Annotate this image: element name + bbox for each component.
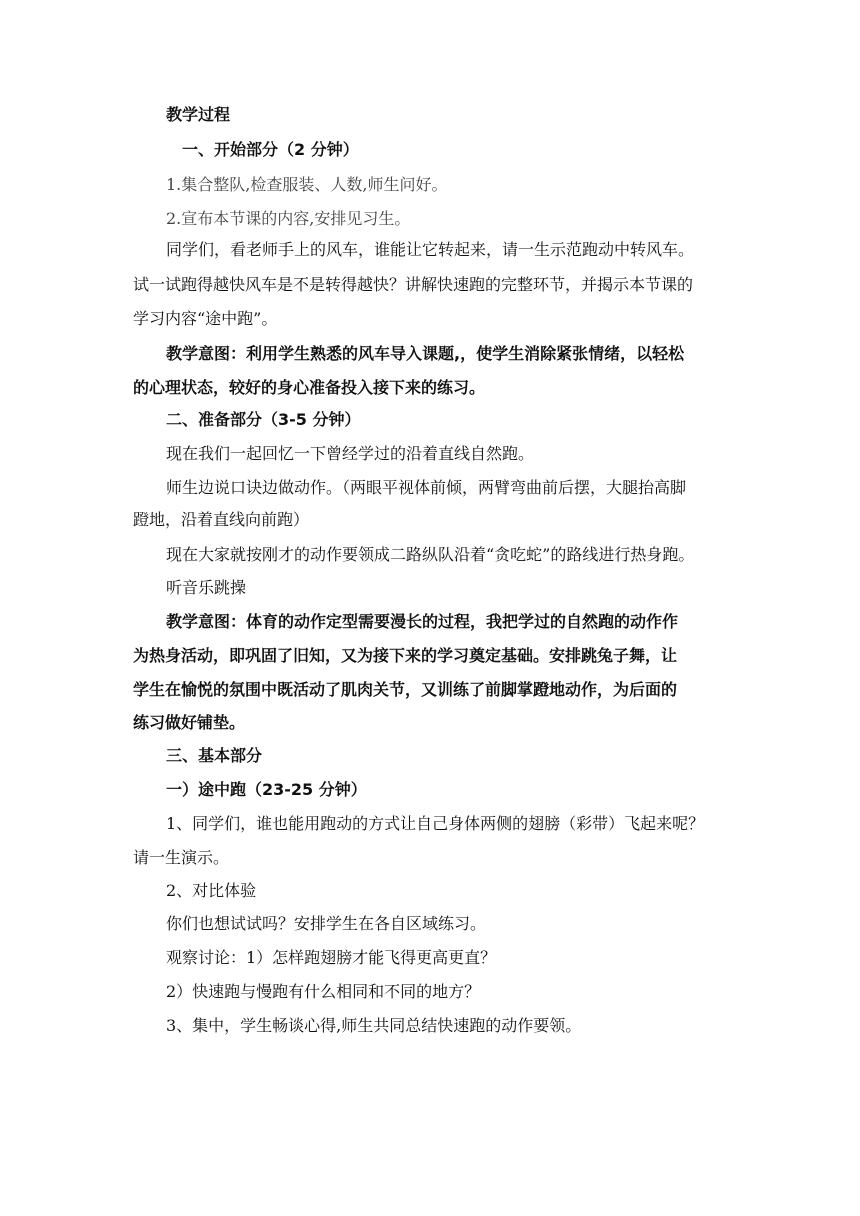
section-title-start: 一、开始部分（2 分钟） [182, 140, 359, 159]
start-intent-line-1: 教学意图：利用学生熟悉的风车导入课题,，使学生消除紧张情绪，以轻松 [166, 344, 685, 363]
prep-line-2b: 蹬地，沿着直线向前跑） [133, 510, 310, 529]
basic-subtitle: 一）途中跑（23-25 分钟） [166, 780, 367, 799]
prep-intent-line-2: 为热身活动，即巩固了旧知，又为接下来的学习奠定基础。安排跳兔子舞，让 [133, 646, 678, 665]
start-item-1: 1.集合整队,检查服装、人数,师生问好。 [166, 175, 448, 194]
section-title-prep: 二、准备部分（3-5 分钟） [166, 410, 361, 429]
start-paragraph-line-2: 试一试跑得越快风车是不是转得越快？讲解快速跑的完整环节，并揭示本节课的 [133, 275, 694, 294]
basic-item-3: 3、集中，学生畅谈心得,师生共同总结快速跑的动作要领。 [166, 1016, 582, 1035]
basic-line-observe: 观察讨论：1）怎样跑翅膀才能飞得更高更直？ [166, 948, 497, 967]
start-item-2: 2.宣布本节课的内容,安排见习生。 [166, 209, 411, 228]
start-paragraph-line-3: 学习内容“途中跑”。 [133, 309, 278, 328]
section-title-basic: 三、基本部分 [166, 746, 263, 765]
prep-line-1: 现在我们一起回忆一下曾经学过的沿着直线自然跑。 [166, 444, 535, 463]
document-heading: 教学过程 [166, 105, 231, 124]
basic-item-2: 2、对比体验 [166, 881, 257, 900]
prep-intent-line-4: 练习做好铺垫。 [133, 713, 246, 732]
prep-intent-line-3: 学生在愉悦的氛围中既活动了肌肉关节，又训练了前脚掌蹬地动作，为后面的 [133, 680, 678, 699]
basic-item-1b: 请一生演示。 [133, 848, 230, 867]
prep-line-4: 听音乐跳操 [166, 578, 247, 597]
prep-line-2a: 师生边说口诀边做动作。（两眼平视体前倾，两臂弯曲前后摆，大腿抬高脚 [166, 478, 687, 497]
basic-line-question-2: 2）快速跑与慢跑有什么相同和不同的地方？ [166, 982, 481, 1001]
basic-line-try: 你们也想试试吗？安排学生在各自区域练习。 [166, 914, 487, 933]
prep-intent-line-1: 教学意图：体育的动作定型需要漫长的过程，我把学过的自然跑的动作作 [166, 612, 679, 631]
start-intent-line-2: 的心理状态，较好的身心准备投入接下来的练习。 [133, 378, 486, 397]
prep-line-3: 现在大家就按刚才的动作要领成二路纵队沿着“贪吃蛇”的路线进行热身跑。 [166, 545, 695, 564]
basic-item-1a: 1、同学们，谁也能用跑动的方式让自己身体两侧的翅膀（彩带）飞起来呢？ [166, 814, 705, 833]
start-paragraph-line-1: 同学们，看老师手上的风车，谁能让它转起来，请一生示范跑动中转风车。 [166, 240, 695, 259]
